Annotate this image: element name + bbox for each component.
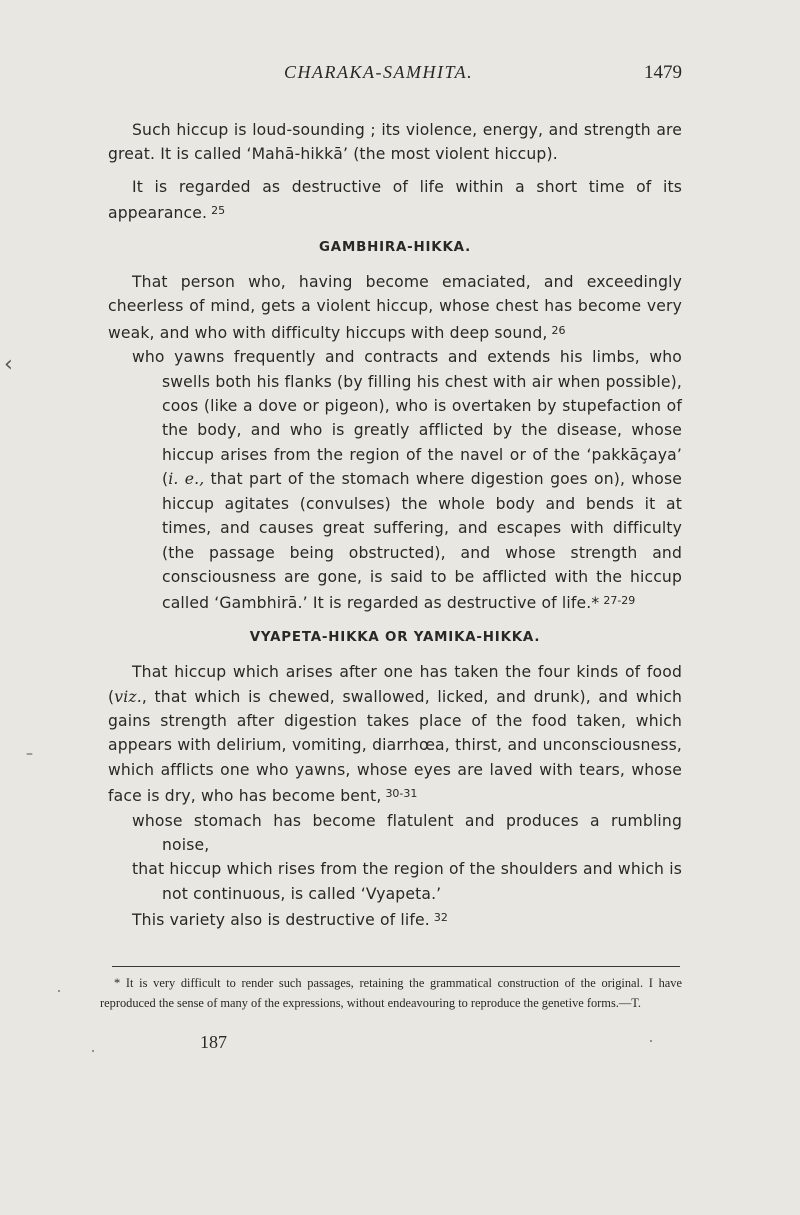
signature-mark: 187 (200, 1032, 227, 1052)
paragraph-destructive-variety (108, 906, 682, 932)
verse-number: 27-29 (603, 594, 636, 608)
paper-speck (92, 1050, 94, 1052)
paragraph-shoulders (108, 857, 682, 906)
section-heading-vyapeta: VYAPETA-HIKKA OR YAMIKA-HIKKA. (249, 629, 541, 645)
paragraph-text: , that which is chewed, swallowed, licked, and drunk), and which gains strength after digestion takes place of the food taken, which appears with delirium, vomiting, diarrhœa, thirst, and unconsciousness, which afflicts one who yawns, whose eyes are laved with tears, whose face is dry, who has become bent, (108, 687, 682, 806)
running-head (108, 62, 682, 92)
verse-number: 25 (211, 204, 226, 218)
paragraph-text: That person who, having become emaciated, and exceedingly cheerless of mind, gets a violent hiccup, whose chest has become very weak, and who with difficulty hiccups with deep sound, (108, 273, 682, 342)
paragraph-text: whose stomach has become flatulent and produces a rumbling noise, (132, 811, 682, 854)
paragraph-vyapeta-intro (108, 660, 682, 808)
italic-viz: viz. (114, 687, 142, 706)
paragraph-text: that part of the stomach where digestion goes on), whose hiccup agitates (convulses) the whole body and bends it at times, and causes great suffering, and escapes with difficulty (the passage being obstructed), and whose strength and consciousness are gone, is said to be afflicted with the hiccup called ‘Gambhirā.’ It is regarded as destructive of life.* (162, 470, 682, 613)
section-heading-gambhira: GAMBHIRA-HIKKA. (319, 239, 471, 255)
page-number: 1479 (644, 62, 682, 83)
paragraph-text: That hiccup which arises after one has taken the four kinds of food ( (108, 663, 682, 706)
paragraph-maha-hikka (108, 118, 682, 167)
margin-dash-mark: – (26, 746, 33, 762)
margin-arrow-mark: ‹ (4, 352, 13, 377)
main-text (108, 118, 682, 933)
paragraph-text: who yawns frequently and contracts and extends his limbs, who swells both his flanks (by filling his chest with air when possible), coos (like a dove or pigeon), who is overtaken by stupefaction of the body, and who is greatly afflicted by the disease, whose hiccup arises from the region of the navel or of the ‘pakkāçaya’ ( (132, 348, 682, 489)
paragraph-text: It is regarded as destructive of life within a short time of its appearance. (108, 177, 682, 223)
paper-speck (650, 1040, 652, 1042)
paragraph-text: that hiccup which rises from the region of the shoulders and which is not continuous, is called ‘Vyapeta.’ (132, 860, 682, 903)
running-title: CHARAKA-SAMHITA. (284, 62, 474, 82)
paragraph-destructive (108, 175, 682, 226)
paper-speck (58, 990, 60, 992)
paragraph-gambhira-symptoms (108, 345, 682, 615)
verse-number: 26 (551, 323, 566, 337)
paragraph-gambhira-intro (108, 270, 682, 345)
footnote: * It is very difficult to render such passages, retaining the grammatical construction of the original. I have reproduced the sense of many of the expressions, without endeavouring to reproduce the genetive forms.—T. (100, 976, 682, 1010)
italic-ie: i. e., (168, 470, 205, 489)
verse-number: 30-31 (385, 787, 418, 801)
paragraph-flatulent (108, 809, 682, 858)
footnote-divider (112, 966, 680, 967)
paragraph-text: This variety also is destructive of life. (132, 911, 430, 930)
paragraph-text: Such hiccup is loud-sounding ; its violence, energy, and strength are great. It is called ‘Mahā-hikkā’ (the most violent hiccup). (108, 121, 682, 164)
verse-number: 32 (433, 911, 448, 925)
